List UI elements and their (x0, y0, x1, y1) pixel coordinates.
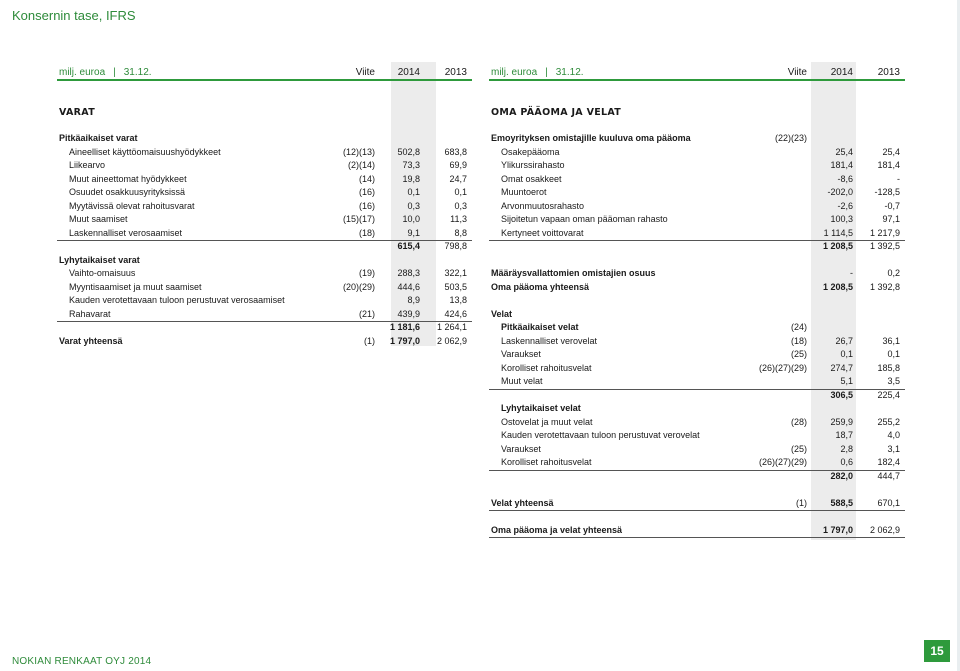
row-value-2014: 288,3 (397, 268, 420, 278)
row-value-2013: -128,5 (874, 187, 900, 197)
table-row (489, 416, 905, 430)
row-note: (18) (790, 335, 807, 346)
year1-column-header: 2014 (830, 67, 853, 78)
subtotal-row (57, 240, 472, 254)
row-value-2014: 2,8 (840, 443, 853, 454)
row-value-2013: 24,7 (449, 173, 467, 184)
row-value-2014: 444,6 (397, 281, 420, 292)
row-spacer (489, 254, 905, 268)
row-label: Muut velat (501, 376, 543, 386)
row-value-2013: 1 264,1 (436, 322, 467, 332)
row-note: (16) (358, 187, 375, 197)
row-value-2013: 1 217,9 (869, 227, 900, 238)
row-note: (2)(14) (347, 160, 375, 170)
unit-label: milj. euroa | 31.12. (491, 67, 584, 78)
row-value-2014: -202,0 (827, 187, 853, 197)
table-row (489, 402, 905, 416)
row-value-2013: 182,4 (877, 457, 900, 467)
row-note: (19) (358, 268, 375, 278)
row-value-2013: 3,1 (887, 443, 900, 454)
row-value-2014: 1 208,5 (822, 281, 853, 292)
row-value-2013: 225,4 (877, 389, 900, 400)
row-label: Osakepääoma (501, 146, 560, 157)
row-value-2013: 3,5 (887, 376, 900, 386)
row-note: (22)(23) (774, 133, 807, 143)
row-note: (1) (364, 335, 375, 346)
row-value-2014: 274,7 (830, 362, 853, 373)
table-row (489, 497, 905, 511)
row-value-2014: 18,7 (835, 430, 853, 440)
row-note: (21) (358, 308, 375, 319)
table-row (57, 173, 472, 187)
section-title: VARAT (59, 107, 95, 118)
row-label: Pitkäaikaiset varat (59, 133, 138, 143)
year1-column-header: 2014 (397, 67, 420, 78)
row-label: Emoyrityksen omistajille kuuluva oma pääoma (491, 133, 691, 143)
row-value-2013: 0,3 (454, 200, 467, 211)
row-label: Kauden verotettavaan tuloon perustuvat verovelat (501, 430, 700, 440)
row-label: Varaukset (501, 443, 541, 454)
row-note: (16) (358, 200, 375, 211)
table-row (489, 429, 905, 443)
row-label: Aineelliset käyttöomaisuushyödykkeet (69, 146, 221, 157)
table-row (57, 294, 472, 308)
row-value-2014: 73,3 (402, 160, 420, 170)
balance-rows (57, 132, 472, 348)
table-row (489, 308, 905, 322)
row-label: Arvonmuutosrahasto (501, 200, 585, 211)
table-row (489, 321, 905, 335)
row-value-2014: 0,1 (840, 349, 853, 359)
table-row (489, 173, 905, 187)
row-label: Lyhytaikaiset varat (59, 254, 140, 265)
subtotal-rule (57, 321, 472, 322)
row-spacer (489, 510, 905, 524)
row-note: (1) (796, 497, 807, 508)
table-row (57, 132, 472, 146)
row-value-2013: 0,2 (887, 268, 900, 278)
row-value-2014: - (850, 268, 853, 278)
table-row (57, 281, 472, 295)
row-value-2014: 0,3 (407, 200, 420, 211)
table-row (489, 281, 905, 295)
row-note: (26)(27)(29) (758, 362, 807, 373)
table-row (57, 146, 472, 160)
table-row (489, 362, 905, 376)
table-row (489, 200, 905, 214)
row-value-2013: 8,8 (454, 227, 467, 238)
row-value-2014: 0,6 (840, 457, 853, 467)
row-value-2013: 444,7 (877, 470, 900, 481)
row-label: Muut aineettomat hyödykkeet (69, 173, 187, 184)
row-label: Liikearvo (69, 160, 106, 170)
row-label: Omat osakkeet (501, 173, 562, 184)
subtotal-row (489, 389, 905, 403)
row-value-2013: 0,1 (887, 349, 900, 359)
row-label: Osuudet osakkuusyrityksissä (69, 187, 186, 197)
row-value-2013: 424,6 (444, 308, 467, 319)
row-value-2013: 97,1 (882, 214, 900, 224)
row-value-2013: -0,7 (884, 200, 900, 211)
total-rule (489, 537, 905, 538)
row-value-2014: -2,6 (837, 200, 853, 211)
row-label: Korolliset rahoitusvelat (501, 362, 592, 373)
row-label: Myyntisaamiset ja muut saamiset (69, 281, 202, 292)
row-label: Muut saamiset (69, 214, 128, 224)
table-row (57, 200, 472, 214)
table-row (489, 186, 905, 200)
row-label: Velat (491, 308, 513, 319)
row-note: (15)(17) (342, 214, 375, 224)
row-value-2013: 181,4 (877, 160, 900, 170)
row-value-2013: 13,8 (449, 295, 467, 305)
subtotal-row (489, 470, 905, 484)
table-row (489, 456, 905, 470)
row-label: Varaukset (501, 349, 541, 359)
row-value-2013: 255,2 (877, 416, 900, 427)
row-value-2013: - (897, 173, 900, 184)
subtotal-row (489, 240, 905, 254)
row-value-2014: -8,6 (837, 173, 853, 184)
row-value-2014: 0,1 (407, 187, 420, 197)
page-number-badge: 15 (924, 640, 950, 662)
row-note: (14) (358, 173, 375, 184)
table-row (57, 213, 472, 227)
row-label: Kauden verotettavaan tuloon perustuvat verosaamiset (69, 295, 285, 305)
row-note: (18) (358, 227, 375, 238)
row-value-2014: 1 797,0 (389, 335, 420, 346)
row-value-2013: 670,1 (877, 497, 900, 508)
row-value-2013: 322,1 (444, 268, 467, 278)
unit-label: milj. euroa | 31.12. (59, 67, 152, 78)
row-label: Rahavarat (69, 308, 111, 319)
row-value-2013: 798,8 (444, 241, 467, 251)
row-note: (20)(29) (342, 281, 375, 292)
row-note: (12)(13) (342, 146, 375, 157)
table-row (489, 227, 905, 241)
row-value-2014: 615,4 (397, 241, 420, 251)
row-value-2013: 1 392,8 (869, 281, 900, 292)
row-label: Sijoitetun vapaan oman pääoman rahasto (501, 214, 668, 224)
row-label: Varat yhteensä (59, 335, 123, 346)
row-label: Ostovelat ja muut velat (501, 416, 593, 427)
row-label: Muuntoerot (501, 187, 547, 197)
row-value-2013: 1 392,5 (869, 241, 900, 251)
subtotal-rule (489, 470, 905, 471)
table-row (57, 186, 472, 200)
footer-company: NOKIAN RENKAAT OYJ 2014 (12, 656, 152, 667)
table-row (489, 524, 905, 538)
row-label: Lyhytaikaiset velat (501, 403, 581, 413)
subtotal-rule (489, 240, 905, 241)
table-row (489, 375, 905, 389)
row-value-2014: 1 114,5 (823, 227, 853, 238)
table-row (489, 267, 905, 281)
row-note: (25) (790, 443, 807, 454)
row-note: (24) (790, 322, 807, 332)
table-row (489, 213, 905, 227)
row-spacer (489, 294, 905, 308)
table-row (489, 348, 905, 362)
row-label: Vaihto-omaisuus (69, 268, 136, 278)
row-value-2014: 9,1 (407, 227, 420, 238)
row-value-2014: 502,8 (397, 146, 420, 157)
row-value-2013: 683,8 (444, 146, 467, 157)
row-value-2014: 1 181,6 (389, 322, 420, 332)
row-value-2013: 2 062,9 (869, 524, 900, 535)
row-value-2014: 439,9 (397, 308, 420, 319)
balance-rows (489, 132, 905, 537)
row-value-2014: 25,4 (835, 146, 853, 157)
subtotal-rule (57, 240, 472, 241)
row-value-2014: 259,9 (830, 416, 853, 427)
row-value-2013: 503,5 (444, 281, 467, 292)
row-value-2013: 25,4 (882, 146, 900, 157)
row-label: Määräysvallattomien omistajien osuus (491, 268, 656, 278)
row-value-2014: 1 797,0 (822, 524, 853, 535)
row-value-2014: 100,3 (830, 214, 853, 224)
row-label: Laskennalliset verosaamiset (69, 227, 183, 238)
row-value-2014: 588,5 (830, 497, 853, 508)
table-row (489, 443, 905, 457)
row-spacer (489, 483, 905, 497)
row-note: (25) (790, 349, 807, 359)
table-row (57, 159, 472, 173)
row-label: Velat yhteensä (491, 497, 554, 508)
row-label: Ylikurssirahasto (501, 160, 565, 170)
column-header (57, 62, 472, 81)
row-value-2014: 181,4 (830, 160, 853, 170)
row-label: Laskennalliset verovelat (501, 335, 598, 346)
row-value-2013: 185,8 (877, 362, 900, 373)
note-column-header: Viite (355, 67, 375, 78)
table-row (57, 308, 472, 322)
subtotal-rule (489, 389, 905, 390)
row-note: (26)(27)(29) (758, 457, 807, 467)
row-value-2014: 19,8 (402, 173, 420, 184)
page-title: Konsernin tase, IFRS (12, 8, 136, 23)
row-value-2014: 306,5 (830, 389, 853, 400)
row-label: Myytävissä olevat rahoitusvarat (69, 200, 195, 211)
row-value-2014: 1 208,5 (822, 241, 853, 251)
row-value-2013: 36,1 (882, 335, 900, 346)
row-note: (28) (790, 416, 807, 427)
row-value-2013: 69,9 (449, 160, 467, 170)
table-row (57, 254, 472, 268)
row-value-2013: 0,1 (454, 187, 467, 197)
section-title: OMA PÄÄOMA JA VELAT (491, 107, 622, 118)
row-value-2014: 282,0 (830, 470, 853, 481)
table-row (57, 335, 472, 349)
row-value-2014: 5,1 (840, 376, 853, 386)
column-header (489, 62, 905, 81)
year2-column-header: 2013 (877, 67, 900, 78)
table-row (489, 159, 905, 173)
row-label: Pitkäaikaiset velat (501, 322, 579, 332)
row-label: Korolliset rahoitusvelat (501, 457, 592, 467)
subtotal-row (57, 321, 472, 335)
row-value-2014: 26,7 (835, 335, 853, 346)
row-value-2013: 2 062,9 (436, 335, 467, 346)
table-row (489, 132, 905, 146)
table-row (57, 267, 472, 281)
row-label: Oma pääoma yhteensä (491, 281, 590, 292)
table-row (489, 335, 905, 349)
row-value-2013: 4,0 (887, 430, 900, 440)
note-column-header: Viite (787, 67, 807, 78)
row-label: Kertyneet voittovarat (501, 227, 584, 238)
row-value-2013: 11,3 (450, 214, 467, 224)
year2-column-header: 2013 (444, 67, 467, 78)
table-row (57, 227, 472, 241)
table-row (489, 146, 905, 160)
row-value-2014: 8,9 (407, 295, 420, 305)
row-value-2014: 10,0 (402, 214, 420, 224)
row-label: Oma pääoma ja velat yhteensä (491, 524, 623, 535)
